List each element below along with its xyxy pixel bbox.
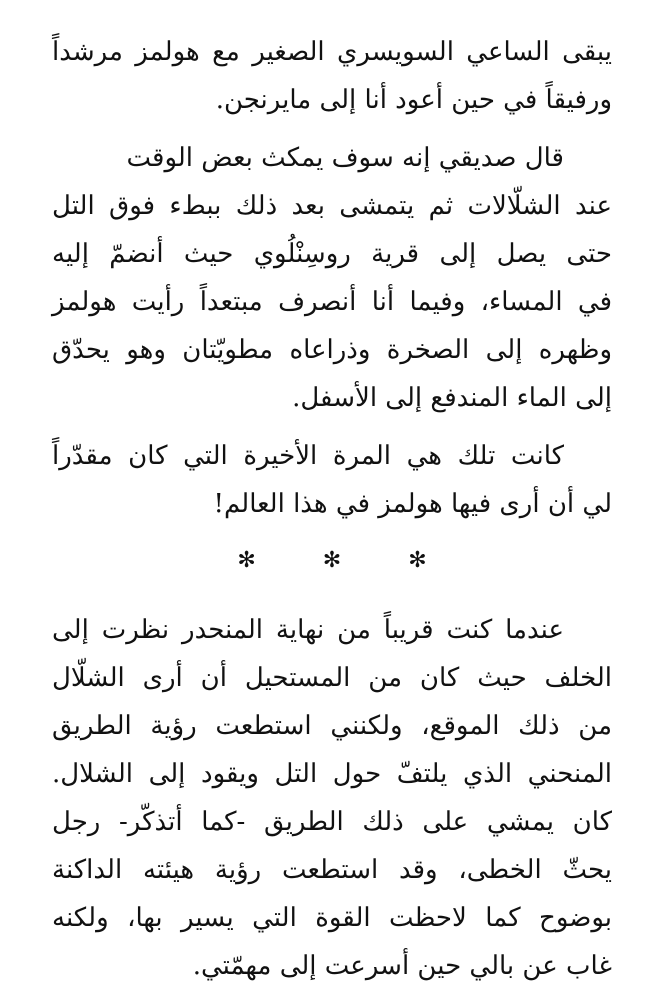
text-line: كانت تلك هي المرة الأخيرة التي كان مقدّراً [52,441,564,471]
book-page [52,28,612,990]
text-line: عندما كنت قريباً من نهاية المنحدر نظرت إلى [52,615,564,645]
text-line: الخلف حيث كان من المستحيل أن أرى الشلّال [52,663,612,693]
text-line: يحثّ الخطى، وقد استطعت رؤية هيئته الداكنة [52,855,612,885]
text-line: حتى يصل إلى قرية روسِنْلُوي حيث أنضمّ إليه [52,239,612,269]
text-line: غاب عن بالي حين أسرعت إلى مهمّتي. [192,951,612,981]
paragraph-4 [52,606,612,990]
paragraph-2 [52,134,612,422]
text-line: يبقى الساعي السويسري الصغير مع هولمز مرشداً [52,37,612,67]
text-line: قال صديقي إنه سوف يمكث بعض الوقت [126,143,564,173]
text-line: إلى الماء المندفع إلى الأسفل. [292,383,612,413]
text-line: كان يمشي على ذلك الطريق -كما أتذكّر- رجل [52,807,612,837]
text-line: ورفيقاً في حين أعود أنا إلى مايرنجن. [215,85,612,115]
text-line: المنحني الذي يلتفّ حول التل ويقود إلى الشلال. [52,759,612,789]
text-line: في المساء، وفيما أنا أنصرف مبتعداً رأيت هولمز [52,287,612,317]
text-line: من ذلك الموقع، ولكنني استطعت رؤية الطريق [52,711,612,741]
paragraph-3 [52,432,612,528]
text-line: وظهره إلى الصخرة وذراعاه مطويّتان وهو يحدّق [52,335,612,365]
paragraph-1 [52,28,612,124]
text-line: عند الشلّالات ثم يتمشى بعد ذلك ببطء فوق التل [52,191,612,221]
section-separator: ✻ ✻ ✻ [237,548,457,573]
text-line: بوضوح كما لاحظت القوة التي يسير بها، ولكنه [52,903,612,933]
text-line: لي أن أرى فيها هولمز في هذا العالم! [213,489,612,519]
